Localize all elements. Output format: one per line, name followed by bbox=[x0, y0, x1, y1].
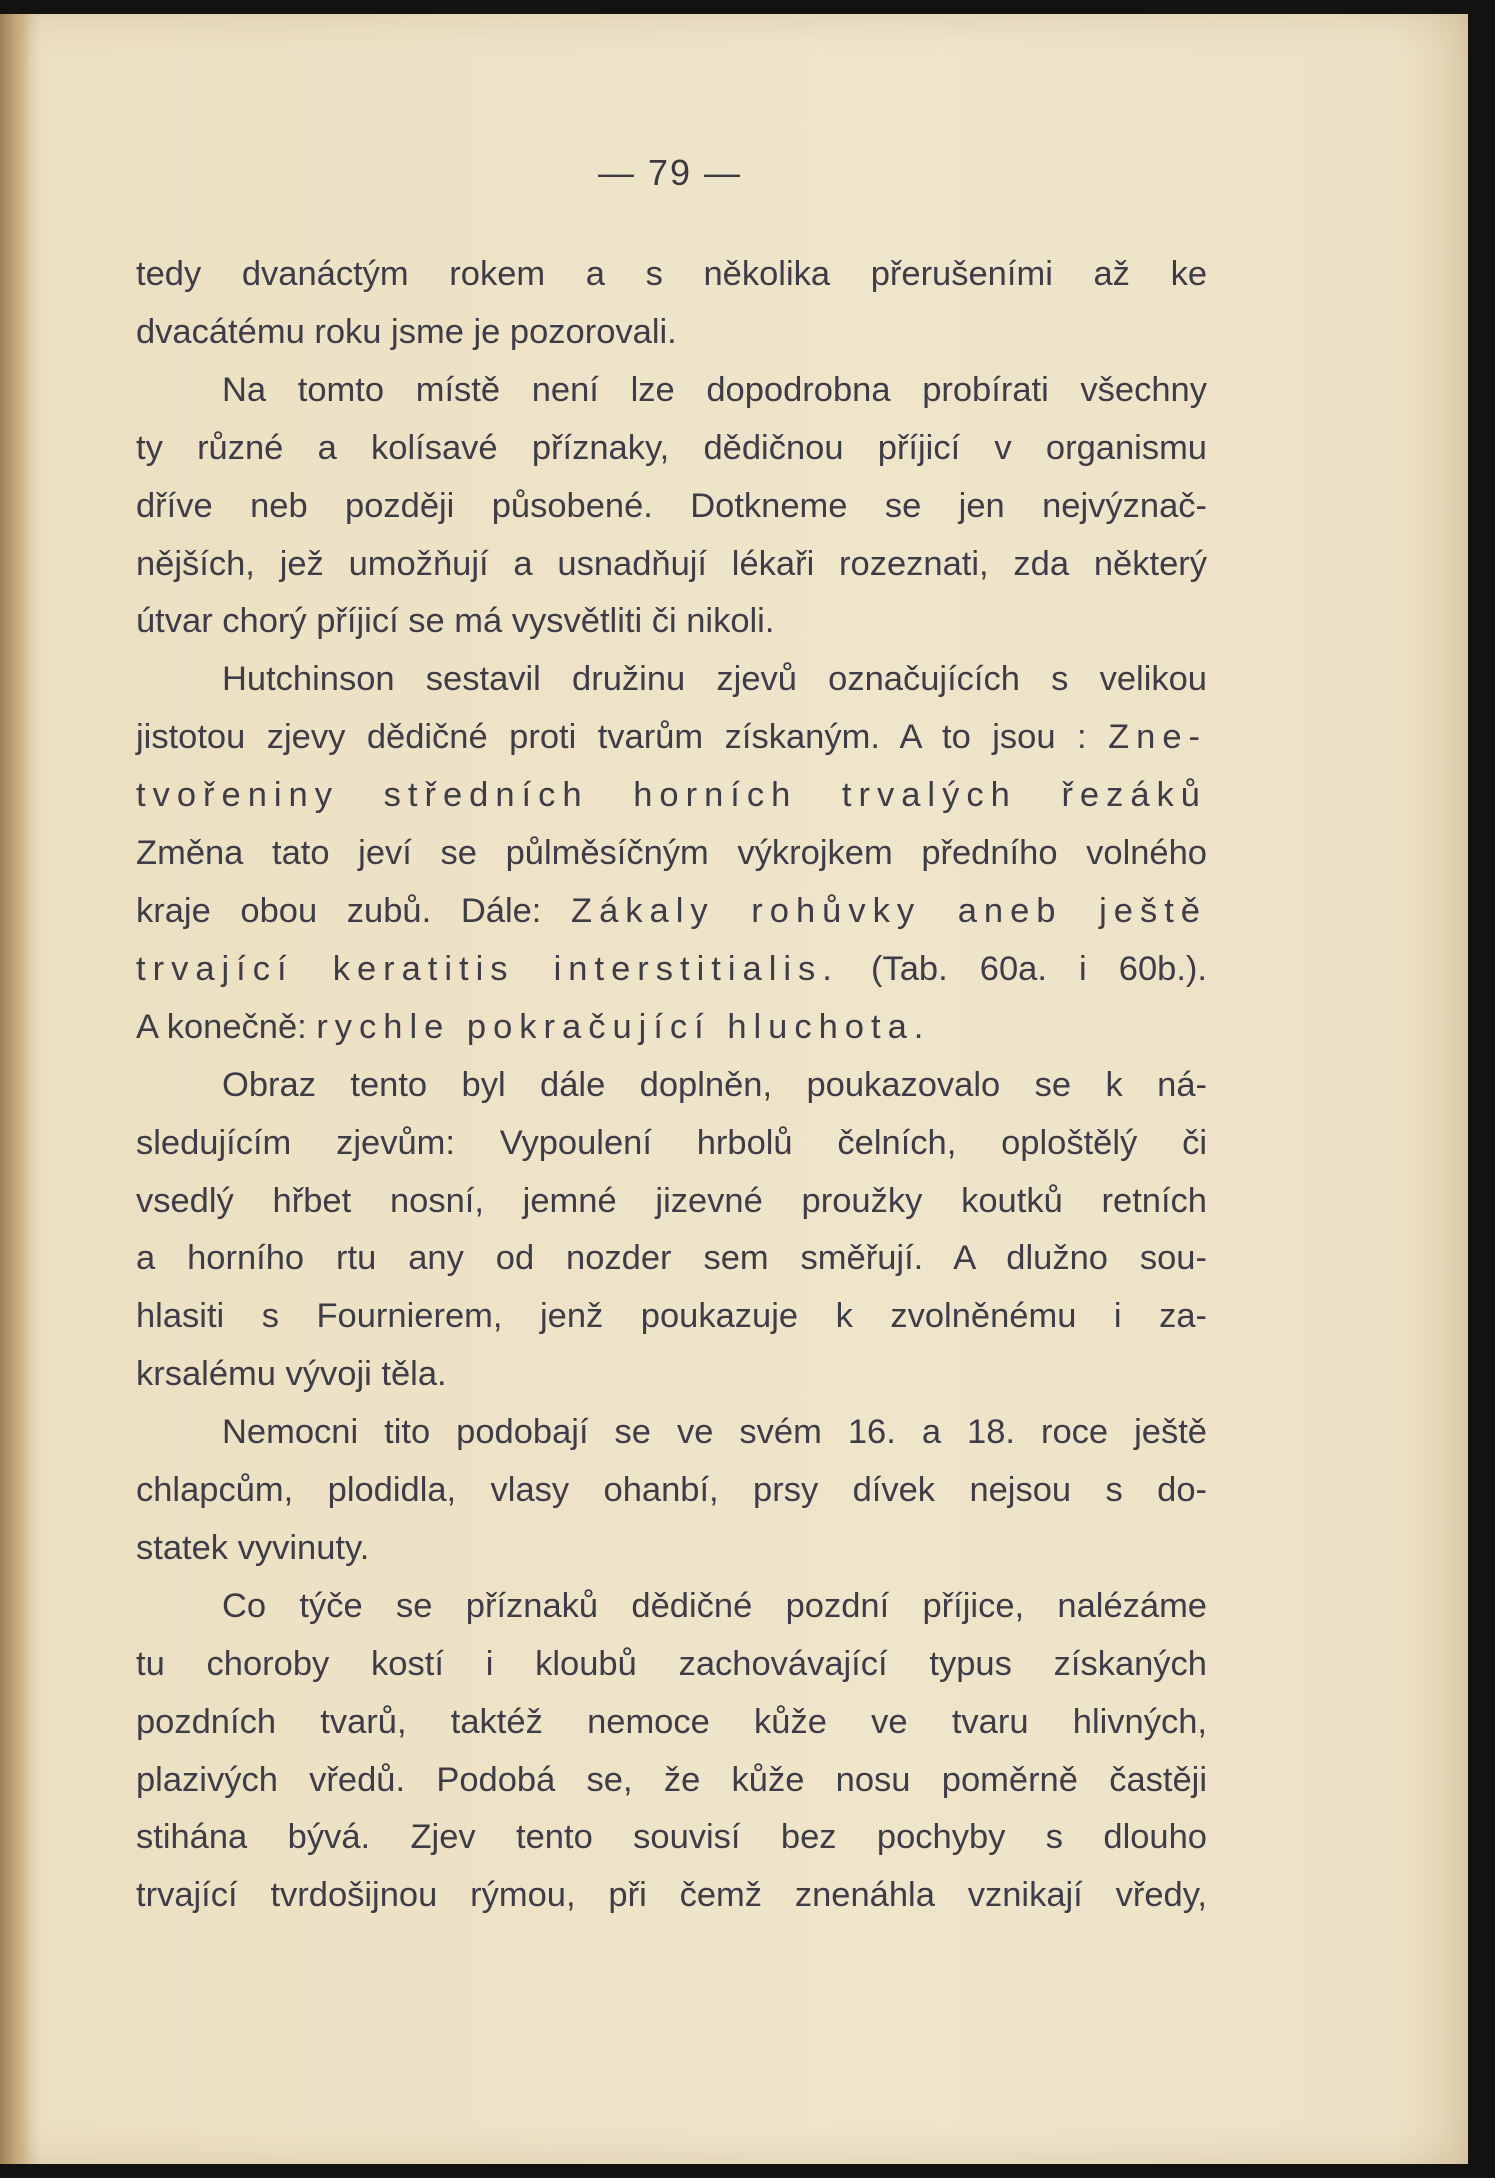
text-line: sledujícím zjevům: Vypoulení hrbolů čelních, oploštělý či bbox=[136, 1123, 1207, 1162]
text-line: stihána bývá. Zjev tento souvisí bez pochyby s dlouho bbox=[136, 1818, 1207, 1857]
text-segment: jistotou zjevy dědičné proti tvarům získaným. A to jsou : bbox=[136, 718, 1087, 757]
text-line: nějších, jež umožňují a usnadňují lékaři rozeznati, zda některý bbox=[136, 544, 1207, 583]
text-line: statek vyvinuty. bbox=[136, 1528, 370, 1567]
body-text bbox=[136, 246, 1207, 1925]
text-line bbox=[136, 883, 1207, 941]
text-line: dříve neb později působené. Dotkneme se jen nejvýznač- bbox=[136, 486, 1207, 525]
text-segment: kraje obou zubů. Dále: bbox=[136, 891, 542, 930]
page-spine-shadow bbox=[0, 14, 30, 2164]
text-segment: A konečně: bbox=[136, 1007, 307, 1046]
text-line: hlasiti s Fournierem, jenž poukazuje k zvolněnému i za- bbox=[136, 1297, 1207, 1336]
text-line bbox=[136, 999, 1207, 1057]
spaced-text: Zne- bbox=[1108, 718, 1207, 757]
spaced-text: trvající keratitis interstitialis. bbox=[136, 949, 839, 988]
text-line: krsalému vývoji těla. bbox=[136, 1355, 447, 1394]
text-line bbox=[136, 709, 1207, 767]
text-line: tedy dvanáctým rokem a s několika přerušeními až ke bbox=[136, 255, 1207, 293]
text-line: Obraz tento byl dále doplněn, poukazovalo se k ná- bbox=[222, 1065, 1207, 1104]
text-line bbox=[136, 941, 1207, 999]
text-line: ty různé a kolísavé příznaky, dědičnou příjicí v organismu bbox=[136, 428, 1207, 467]
text-line: Na tomto místě není lze dopodrobna probírati všechny bbox=[222, 370, 1207, 409]
text-line: tvořeniny středních horních trvalých řezáků bbox=[136, 776, 1207, 815]
text-line: chlapcům, plodidla, vlasy ohanbí, prsy dívek nejsou s do- bbox=[136, 1471, 1207, 1510]
text-line: trvající tvrdošijnou rýmou, při čemž znenáhla vznikají vředy, bbox=[136, 1876, 1207, 1915]
text-line: Nemocni tito podobají se ve svém 16. a 18. roce ještě bbox=[222, 1413, 1207, 1452]
text-line: vsedlý hřbet nosní, jemné jizevné proužky koutků retních bbox=[136, 1181, 1207, 1220]
text-line: útvar chorý příjicí se má vysvětliti či nikoli. bbox=[136, 602, 775, 641]
book-page bbox=[0, 14, 1468, 2164]
text-line: Změna tato jeví se půlměsíčným výkrojkem předního volného bbox=[136, 834, 1207, 873]
text-line: tu choroby kostí i kloubů zachovávající typus získaných bbox=[136, 1644, 1207, 1683]
text-line: plazivých vředů. Podobá se, že kůže nosu poměrně častěji bbox=[136, 1760, 1207, 1799]
text-line: Co týče se příznaků dědičné pozdní příjice, nalézáme bbox=[222, 1586, 1207, 1625]
text-line: a horního rtu any od nozder sem směřují. A dlužno sou- bbox=[136, 1239, 1207, 1278]
spaced-text: Zákaly rohůvky aneb ještě bbox=[571, 891, 1207, 930]
text-line: pozdních tvarů, taktéž nemoce kůže ve tvaru hlivných, bbox=[136, 1702, 1207, 1741]
text-segment: (Tab. 60a. i 60b.). bbox=[870, 949, 1207, 988]
spaced-text: rychle pokračující hluchota. bbox=[316, 1007, 931, 1046]
text-line: dvacátému roku jsme je pozorovali. bbox=[136, 312, 677, 351]
page-number: — 79 — bbox=[597, 152, 743, 193]
text-line: Hutchinson sestavil družinu zjevů označujících s velikou bbox=[222, 660, 1207, 699]
